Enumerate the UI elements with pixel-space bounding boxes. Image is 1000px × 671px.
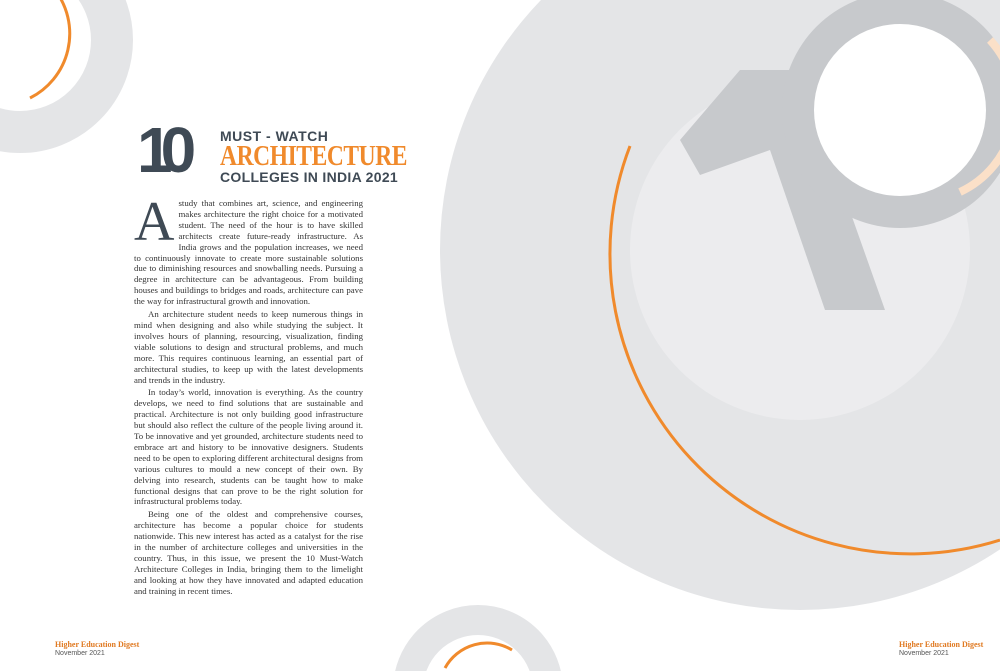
drop-cap: A xyxy=(134,191,175,253)
title-line-architecture: ARCHITECTURE xyxy=(220,141,408,172)
title-line-must-watch: MUST - WATCH xyxy=(220,128,329,144)
article-paragraph: Being one of the oldest and comprehensive courses, architecture has become a popular choice for students nationwide. This new interest has acted as a catalyst for the rise in the number of architecture colleges and universities in the country. Thus, in this issue, we present the 10 Must-Watch Architecture Colleges in India, bringing them to the limelight and looking at how they have innovated and adapted education and training in recent times. xyxy=(134,509,363,596)
numeral-zero-hole xyxy=(814,24,986,196)
bottom-orange-arc xyxy=(445,643,512,668)
footer-date: November 2021 xyxy=(899,650,949,657)
footer-right xyxy=(899,640,983,658)
title-numeral-text: 10 xyxy=(137,114,185,186)
top-left-orange-arc xyxy=(30,0,70,98)
footer-left xyxy=(55,640,139,658)
article-paragraph-text: study that combines art, science, and engineering makes architecture the right choice for a motivated student. The need of the hour is to have skilled architects create future-ready infrastructure. As India grows and the population increases, we need to continuously innovate to create more sustainable solutions due to diminishing resources and snowballing needs. Pursuing a degree in architecture can be advantageous. From building houses and buildings to bridges and roads, architecture can pave the way for infrastructural growth and innovation. xyxy=(134,198,363,307)
article-paragraph: In today’s world, innovation is everything. As the country develops, we need to find solutions that are sustainable and practical. Architecture is not only building good infrastructure but should also reflect the culture of the people living around it. To be innovative and yet grounded, architecture students need to embrace art and history to be innovative designers. Students need to be open to exploring different architectural designs from various cultures to mould a new concept of their own. By delving into research, students can be taught how to make functional designs that can prove to be the right solution for infrastructural problems today. xyxy=(134,387,363,507)
footer-date: November 2021 xyxy=(55,650,105,657)
bottom-ring xyxy=(408,620,548,671)
article-body xyxy=(134,191,363,599)
footer-brand: Higher Education Digest xyxy=(899,640,984,649)
title-numeral xyxy=(137,114,185,186)
top-left-ring xyxy=(0,0,112,132)
footer-brand: Higher Education Digest xyxy=(55,640,140,649)
article-paragraph xyxy=(134,191,363,307)
article-paragraph: An architecture student needs to keep numerous things in mind when designing and also while studying the subject. It involves hours of planning, resourcing, visualization, finding viable solutions to design and structural problems, and much more. This requires continuous learning, an essential part of architectural studies, to keep up with the latest developments and trends in the industry. xyxy=(134,309,363,385)
title-line-colleges: COLLEGES IN INDIA 2021 xyxy=(220,169,399,185)
